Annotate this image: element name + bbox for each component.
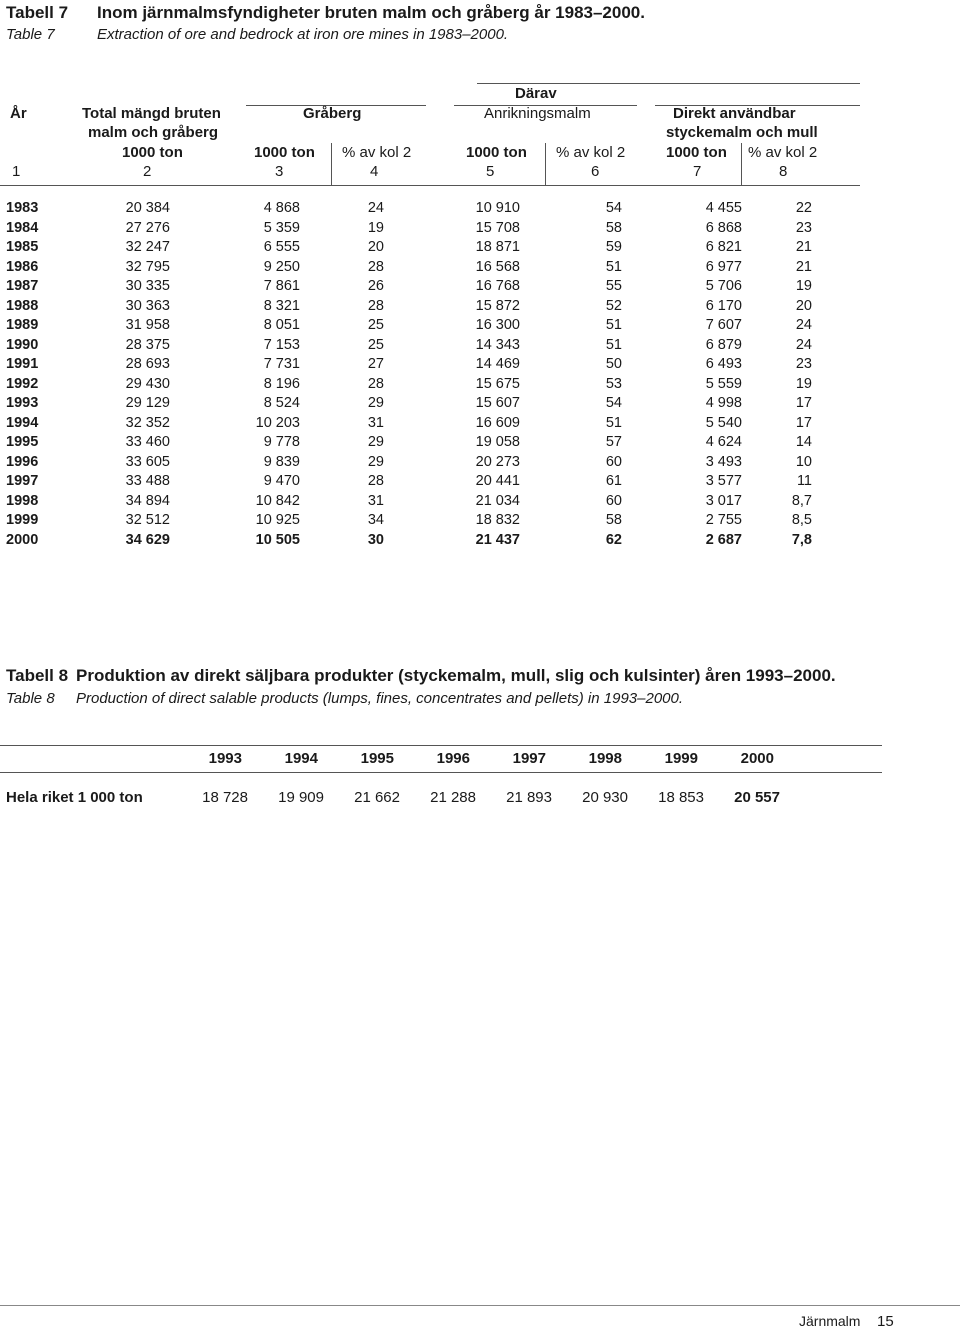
table-row (0, 394, 812, 414)
value-cell: 51 (605, 317, 622, 333)
row-label: Hela riket 1 000 ton (6, 788, 143, 806)
value-cell: 7 607 (705, 317, 742, 333)
year-header: 1994 (284, 749, 318, 767)
value-cell: 21 (795, 258, 812, 275)
value-cell: 10 910 (475, 200, 520, 216)
value-cell: 19 058 (475, 434, 520, 450)
value-cell: 8,7 (791, 492, 812, 509)
table-row (0, 433, 812, 453)
value-cell: 6 879 (705, 336, 742, 353)
year-cell: 2000 (6, 531, 39, 548)
value-cell: 21 (795, 239, 812, 255)
value-cell: 33 488 (125, 473, 170, 489)
value-cell: 14 469 (475, 356, 520, 372)
value-cell: 34 (367, 512, 384, 528)
value-cell: 29 (367, 434, 384, 450)
value-cell: 10 842 (255, 492, 300, 509)
value-cell: 58 (605, 219, 622, 236)
table-row (0, 336, 812, 356)
table-row (0, 531, 812, 551)
value-cell: 10 (795, 453, 812, 470)
value-cell: 4 998 (705, 395, 742, 411)
value-cell: 3 017 (705, 492, 742, 509)
year-cell: 1992 (6, 375, 39, 392)
unit-col6: % av kol 2 (556, 144, 626, 161)
value-cell: 20 (367, 239, 384, 255)
colnum-5: 5 (486, 163, 495, 180)
colnum-4: 4 (370, 163, 379, 180)
value-cell: 20 557 (734, 788, 780, 806)
year-cell: 1999 (6, 512, 39, 528)
value-cell: 6 868 (705, 219, 742, 236)
value-cell: 30 335 (125, 278, 170, 294)
year-cell: 1997 (6, 473, 39, 489)
value-cell: 16 300 (475, 317, 520, 333)
value-cell: 28 (367, 473, 384, 489)
value-cell: 16 609 (475, 414, 520, 431)
value-cell: 29 430 (125, 375, 170, 392)
header-spacer (0, 748, 166, 768)
table-row (0, 472, 812, 492)
header-graberg: Gråberg (303, 105, 362, 122)
value-cell: 2 755 (705, 512, 742, 528)
year-cell: 1991 (6, 356, 39, 372)
value-cell: 30 (367, 531, 384, 548)
value-cell: 6 170 (705, 297, 742, 314)
value-cell: 10 505 (255, 531, 300, 548)
value-cell: 15 675 (475, 375, 520, 392)
value-cell: 31 (367, 414, 384, 431)
table8-row (0, 787, 780, 807)
table7-title-en: Extraction of ore and bedrock at iron ore mines in 1983–2000. (97, 26, 509, 43)
header-anrikning: Anrikningsmalm (484, 105, 591, 122)
year-cell: 1989 (6, 317, 39, 333)
unit-col2: 1000 ton (122, 144, 183, 161)
table-row (0, 219, 812, 239)
table-row (0, 355, 812, 375)
value-cell: 27 (367, 356, 384, 372)
table8-title-sv: Produktion av direkt säljbara produkter (styckemalm, mull, slig och kulsinter) åren 1993–2000. (76, 666, 836, 685)
header-darav: Därav (515, 85, 557, 102)
value-cell: 33 460 (125, 434, 170, 450)
value-cell: 51 (605, 258, 622, 275)
year-cell: 1993 (6, 395, 39, 411)
value-cell: 28 (367, 375, 384, 392)
value-cell: 18 853 (658, 788, 704, 806)
year-header: 1995 (360, 749, 394, 767)
unit-col3: 1000 ton (254, 144, 315, 161)
value-cell: 30 363 (125, 297, 170, 314)
colnum-7: 7 (693, 163, 702, 180)
value-cell: 15 607 (475, 395, 520, 411)
value-cell: 57 (605, 434, 622, 450)
header-year: År (10, 105, 27, 122)
value-cell: 32 512 (125, 512, 170, 528)
value-cell: 61 (605, 473, 622, 489)
value-cell: 14 343 (475, 336, 520, 353)
table-row (0, 277, 812, 297)
value-cell: 21 288 (430, 788, 476, 806)
value-cell: 18 832 (475, 512, 520, 528)
value-cell: 7 731 (263, 356, 300, 372)
value-cell: 16 568 (475, 258, 520, 275)
table-row (0, 492, 812, 512)
value-cell: 3 493 (705, 453, 742, 470)
header-total-line1: Total mängd bruten (82, 105, 221, 122)
divider-col4 (331, 143, 332, 185)
value-cell: 5 559 (705, 375, 742, 392)
value-cell: 29 (367, 453, 384, 470)
value-cell: 6 493 (705, 356, 742, 372)
colnum-8: 8 (779, 163, 788, 180)
year-cell: 1985 (6, 239, 39, 255)
value-cell: 7 861 (263, 278, 300, 294)
colnum-1: 1 (12, 163, 21, 180)
value-cell: 3 577 (705, 473, 742, 489)
value-cell: 19 (795, 375, 812, 392)
value-cell: 8 196 (263, 375, 300, 392)
value-cell: 8,5 (791, 512, 812, 528)
value-cell: 59 (605, 239, 622, 255)
darav-rule (477, 83, 860, 84)
year-header: 1996 (436, 749, 470, 767)
table8-label-sv: Tabell 8 (6, 666, 69, 685)
value-cell: 60 (605, 453, 622, 470)
table7-label-en: Table 7 (6, 26, 55, 43)
value-cell: 14 (795, 434, 812, 450)
colnum-6: 6 (591, 163, 600, 180)
value-cell: 28 (367, 258, 384, 275)
table8-header-rule (0, 772, 882, 773)
unit-col4: % av kol 2 (342, 144, 412, 161)
value-cell: 28 (367, 297, 384, 314)
table-row (0, 375, 812, 395)
value-cell: 29 129 (125, 395, 170, 411)
value-cell: 21 437 (475, 531, 520, 548)
value-cell: 31 (367, 492, 384, 509)
value-cell: 62 (605, 531, 622, 548)
table7-body (0, 199, 812, 550)
value-cell: 7,8 (791, 531, 812, 548)
value-cell: 24 (795, 336, 812, 353)
value-cell: 15 872 (475, 297, 520, 314)
value-cell: 2 687 (705, 531, 742, 548)
year-cell: 1995 (6, 434, 39, 450)
footer-rule (0, 1305, 960, 1306)
value-cell: 53 (605, 375, 622, 392)
table-row (0, 511, 812, 531)
value-cell: 33 605 (125, 453, 170, 470)
unit-col7: 1000 ton (666, 144, 727, 161)
colnum-2: 2 (143, 163, 152, 180)
value-cell: 9 470 (263, 473, 300, 489)
table8-title-en: Production of direct salable products (lumps, fines, concentrates and pellets) in 1993–2000. (76, 690, 684, 707)
value-cell: 32 247 (125, 239, 170, 255)
value-cell: 24 (795, 317, 812, 333)
value-cell: 9 778 (263, 434, 300, 450)
divider-col8 (741, 143, 742, 185)
value-cell: 34 629 (125, 531, 170, 548)
table8-top-rule (0, 745, 882, 746)
value-cell: 55 (605, 278, 622, 294)
value-cell: 58 (605, 512, 622, 528)
value-cell: 60 (605, 492, 622, 509)
year-cell: 1994 (6, 414, 39, 431)
value-cell: 8 321 (263, 297, 300, 314)
value-cell: 25 (367, 336, 384, 353)
value-cell: 5 359 (263, 219, 300, 236)
value-cell: 10 925 (255, 512, 300, 528)
value-cell: 6 555 (263, 239, 300, 255)
year-cell: 1988 (6, 297, 39, 314)
year-cell: 1983 (6, 200, 39, 216)
value-cell: 34 894 (125, 492, 170, 509)
value-cell: 19 909 (278, 788, 324, 806)
value-cell: 50 (605, 356, 622, 372)
year-cell: 1984 (6, 219, 39, 236)
value-cell: 4 624 (705, 434, 742, 450)
value-cell: 4 868 (263, 200, 300, 216)
year-cell: 1990 (6, 336, 39, 353)
value-cell: 19 (795, 278, 812, 294)
header-direkt-line2: styckemalm och mull (666, 124, 818, 141)
value-cell: 9 250 (263, 258, 300, 275)
table-row (0, 199, 812, 219)
value-cell: 17 (795, 414, 812, 431)
table7-label-sv: Tabell 7 (6, 3, 69, 22)
value-cell: 29 (367, 395, 384, 411)
year-header: 2000 (740, 749, 774, 767)
value-cell: 23 (795, 356, 812, 372)
value-cell: 20 384 (125, 200, 170, 216)
value-cell: 6 977 (705, 258, 742, 275)
header-direkt-line1: Direkt användbar (673, 105, 796, 122)
value-cell: 8 051 (263, 317, 300, 333)
value-cell: 20 441 (475, 473, 520, 489)
value-cell: 9 839 (263, 453, 300, 470)
value-cell: 21 034 (475, 492, 520, 509)
value-cell: 31 958 (125, 317, 170, 333)
value-cell: 54 (605, 200, 622, 216)
table-row (0, 238, 812, 258)
table-row (0, 453, 812, 473)
unit-col5: 1000 ton (466, 144, 527, 161)
value-cell: 25 (367, 317, 384, 333)
colnum-3: 3 (275, 163, 284, 180)
value-cell: 18 871 (475, 239, 520, 255)
value-cell: 51 (605, 414, 622, 431)
value-cell: 17 (795, 395, 812, 411)
table-row (0, 258, 812, 278)
year-header: 1997 (512, 749, 546, 767)
value-cell: 32 352 (125, 414, 170, 431)
year-header: 1998 (588, 749, 622, 767)
value-cell: 11 (796, 473, 812, 489)
value-cell: 20 930 (582, 788, 628, 806)
value-cell: 10 203 (255, 414, 300, 431)
value-cell: 19 (367, 219, 384, 236)
value-cell: 27 276 (125, 219, 170, 236)
value-cell: 5 706 (705, 278, 742, 294)
value-cell: 6 821 (705, 239, 742, 255)
table7-title-sv: Inom järnmalmsfyndigheter bruten malm och gråberg år 1983–2000. (97, 3, 645, 22)
value-cell: 28 693 (125, 356, 170, 372)
table-row (0, 414, 812, 434)
value-cell: 22 (795, 200, 812, 216)
value-cell: 16 768 (475, 278, 520, 294)
value-cell: 15 708 (475, 219, 520, 236)
value-cell: 24 (367, 200, 384, 216)
table8-label-en: Table 8 (6, 690, 55, 707)
table8-header (0, 748, 774, 768)
value-cell: 20 273 (475, 453, 520, 470)
value-cell: 21 662 (354, 788, 400, 806)
value-cell: 8 524 (263, 395, 300, 411)
year-cell: 1987 (6, 278, 39, 294)
year-header: 1999 (664, 749, 698, 767)
header-bottom-rule (0, 185, 860, 186)
value-cell: 7 153 (263, 336, 300, 353)
value-cell: 28 375 (125, 336, 170, 353)
value-cell: 21 893 (506, 788, 552, 806)
value-cell: 5 540 (705, 414, 742, 431)
value-cell: 52 (605, 297, 622, 314)
table-row (0, 316, 812, 336)
year-cell: 1998 (6, 492, 39, 509)
unit-col8: % av kol 2 (748, 144, 818, 161)
value-cell: 23 (795, 219, 812, 236)
year-cell: 1996 (6, 453, 39, 470)
value-cell: 54 (605, 395, 622, 411)
year-header: 1993 (208, 749, 242, 767)
value-cell: 32 795 (125, 258, 170, 275)
value-cell: 51 (605, 336, 622, 353)
value-cell: 4 455 (705, 200, 742, 216)
year-cell: 1986 (6, 258, 39, 275)
header-total-line2: malm och gråberg (88, 124, 219, 141)
value-cell: 20 (795, 297, 812, 314)
footer-section: Järnmalm (799, 1313, 861, 1329)
page-number: 15 (877, 1313, 894, 1330)
table-row (0, 297, 812, 317)
value-cell: 18 728 (202, 788, 248, 806)
value-cell: 26 (367, 278, 384, 294)
divider-col6 (545, 143, 546, 185)
